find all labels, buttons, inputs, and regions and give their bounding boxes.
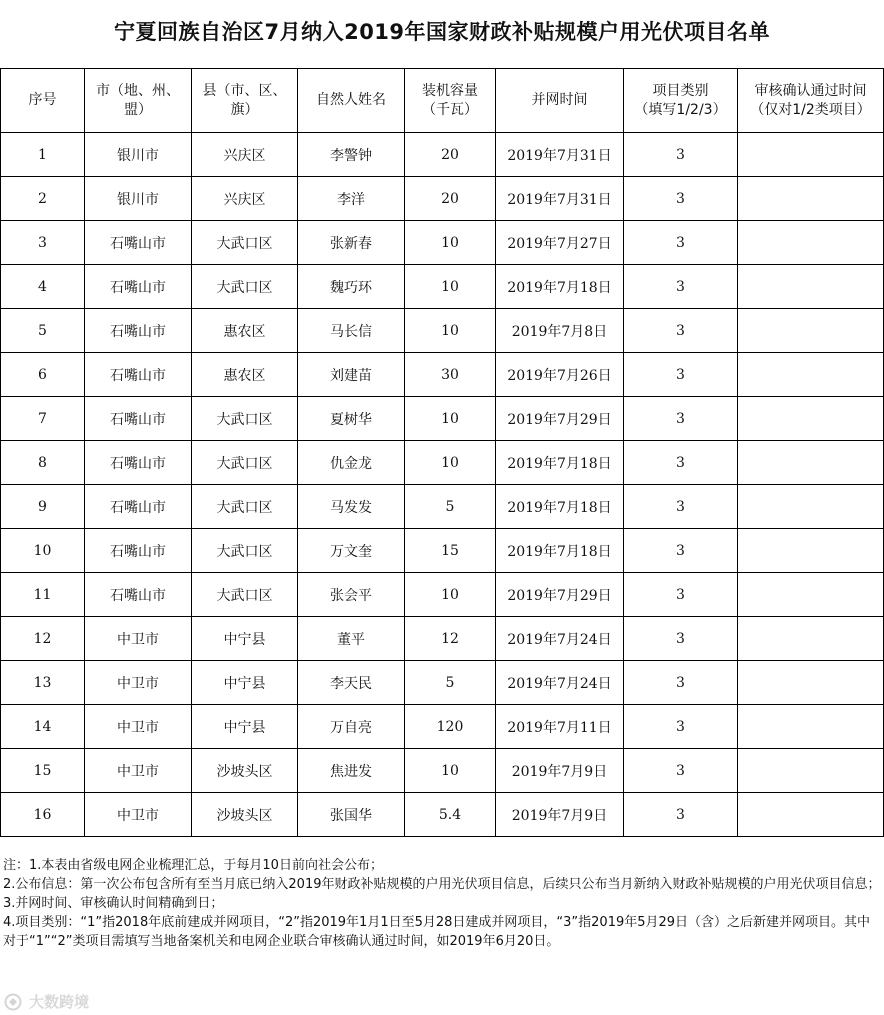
cell-grid-date: 2019年7月26日 (496, 353, 624, 397)
header-text: 序号 (28, 92, 57, 108)
header-text: 自然人姓名 (316, 92, 386, 108)
cell-city: 银川市 (85, 133, 192, 177)
cell-no: 11 (1, 573, 85, 617)
cell-county: 沙坡头区 (192, 793, 298, 837)
cell-review-date (738, 133, 884, 177)
table-body (1, 133, 884, 837)
cell-category: 3 (624, 397, 738, 441)
header-text: 装机容量 (422, 82, 478, 99)
watermark-text: 大数跨境 (29, 993, 90, 1011)
cell-grid-date: 2019年7月18日 (496, 265, 624, 309)
cell-no: 13 (1, 661, 85, 705)
table-row (1, 397, 884, 441)
cell-county: 大武口区 (192, 397, 298, 441)
cell-grid-date: 2019年7月29日 (496, 397, 624, 441)
cell-no: 15 (1, 749, 85, 793)
cell-grid-date: 2019年7月18日 (496, 529, 624, 573)
note-4: 4.项目类别：“1”指2018年底前建成并网项目，“2”指2019年1月1日至5月28日建成并网项目，“3”指2019年5月29日（含）之后新建并网项目。其中对于“1”“2”类项目需填写当地备案机关和电网企业联合审核确认通过时间，如2019年6月20日。 (3, 915, 871, 949)
cell-person-name: 张国华 (298, 793, 405, 837)
cell-person-name: 张新春 (298, 221, 405, 265)
cell-no: 10 (1, 529, 85, 573)
cell-person-name: 马发发 (298, 485, 405, 529)
cell-review-date (738, 573, 884, 617)
header-county (192, 69, 298, 133)
header-name (298, 69, 405, 133)
cell-category: 3 (624, 133, 738, 177)
cell-county: 中宁县 (192, 705, 298, 749)
header-category (624, 69, 738, 133)
cell-review-date (738, 705, 884, 749)
cell-review-date (738, 397, 884, 441)
cell-city: 中卫市 (85, 705, 192, 749)
header-text-line2: （仅对1/2类项目） (750, 101, 871, 118)
header-text-line2: 盟） (124, 101, 152, 118)
cell-capacity: 10 (405, 397, 496, 441)
cell-city: 石嘴山市 (85, 529, 192, 573)
cell-county: 沙坡头区 (192, 749, 298, 793)
table-row (1, 265, 884, 309)
cell-grid-date: 2019年7月18日 (496, 485, 624, 529)
note-1: 注：1.本表由省级电网企业梳理汇总，于每月10日前向社会公布； (3, 858, 383, 873)
cell-review-date (738, 485, 884, 529)
table-row (1, 221, 884, 265)
cell-capacity: 120 (405, 705, 496, 749)
cell-county: 中宁县 (192, 661, 298, 705)
cell-capacity: 10 (405, 309, 496, 353)
cell-category: 3 (624, 353, 738, 397)
header-text: 县（市、区、 (202, 82, 287, 99)
cell-grid-date: 2019年7月9日 (496, 793, 624, 837)
table-row (1, 441, 884, 485)
cell-category: 3 (624, 177, 738, 221)
cell-review-date (738, 177, 884, 221)
table-row (1, 661, 884, 705)
cell-city: 石嘴山市 (85, 441, 192, 485)
table-header-row (1, 69, 884, 133)
cell-capacity: 20 (405, 177, 496, 221)
cell-review-date (738, 793, 884, 837)
cell-no: 3 (1, 221, 85, 265)
cell-no: 2 (1, 177, 85, 221)
cell-person-name: 夏树华 (298, 397, 405, 441)
cell-review-date (738, 221, 884, 265)
cell-capacity: 15 (405, 529, 496, 573)
cell-review-date (738, 617, 884, 661)
header-city (85, 69, 192, 133)
cell-no: 9 (1, 485, 85, 529)
cell-grid-date: 2019年7月8日 (496, 309, 624, 353)
header-text-line2: （填写1/2/3） (634, 101, 727, 118)
header-text: 项目类别 (652, 82, 709, 99)
cell-capacity: 10 (405, 265, 496, 309)
cell-city: 石嘴山市 (85, 485, 192, 529)
table-row (1, 793, 884, 837)
watermark (4, 991, 89, 1012)
cell-review-date (738, 265, 884, 309)
cell-category: 3 (624, 793, 738, 837)
cell-category: 3 (624, 221, 738, 265)
cell-review-date (738, 309, 884, 353)
cell-city: 银川市 (85, 177, 192, 221)
cell-review-date (738, 441, 884, 485)
header-capacity (405, 69, 496, 133)
cell-person-name: 李警钟 (298, 133, 405, 177)
cell-grid-date: 2019年7月18日 (496, 441, 624, 485)
cell-capacity: 5 (405, 661, 496, 705)
cell-county: 大武口区 (192, 265, 298, 309)
footnotes (3, 856, 881, 951)
table-row (1, 705, 884, 749)
cell-category: 3 (624, 441, 738, 485)
cell-review-date (738, 661, 884, 705)
cell-capacity: 20 (405, 133, 496, 177)
table-row (1, 133, 884, 177)
cell-county: 兴庆区 (192, 177, 298, 221)
cell-grid-date: 2019年7月9日 (496, 749, 624, 793)
cell-no: 12 (1, 617, 85, 661)
cell-review-date (738, 353, 884, 397)
cell-city: 中卫市 (85, 749, 192, 793)
cell-category: 3 (624, 749, 738, 793)
cell-person-name: 焦进发 (298, 749, 405, 793)
cell-person-name: 刘建苗 (298, 353, 405, 397)
cell-category: 3 (624, 617, 738, 661)
header-text: 市（地、州、 (96, 82, 180, 99)
header-text: 审核确认通过时间 (754, 82, 867, 99)
table-row (1, 309, 884, 353)
cell-grid-date: 2019年7月27日 (496, 221, 624, 265)
cell-category: 3 (624, 265, 738, 309)
project-list-table (0, 68, 884, 837)
cell-county: 大武口区 (192, 441, 298, 485)
table-row (1, 485, 884, 529)
cell-person-name: 马长信 (298, 309, 405, 353)
cell-grid-date: 2019年7月31日 (496, 133, 624, 177)
cell-capacity: 30 (405, 353, 496, 397)
cell-county: 兴庆区 (192, 133, 298, 177)
header-text-line2: 旗） (230, 101, 259, 118)
cell-city: 中卫市 (85, 617, 192, 661)
cell-no: 4 (1, 265, 85, 309)
cell-person-name: 董平 (298, 617, 405, 661)
cell-no: 1 (1, 133, 85, 177)
table-row (1, 529, 884, 573)
cell-capacity: 10 (405, 441, 496, 485)
cell-category: 3 (624, 485, 738, 529)
cell-capacity: 10 (405, 221, 496, 265)
cell-city: 石嘴山市 (85, 309, 192, 353)
cell-capacity: 12 (405, 617, 496, 661)
cell-county: 大武口区 (192, 221, 298, 265)
header-review (738, 69, 884, 133)
cell-county: 大武口区 (192, 529, 298, 573)
cell-city: 中卫市 (85, 793, 192, 837)
cell-grid-date: 2019年7月24日 (496, 661, 624, 705)
cell-county: 中宁县 (192, 617, 298, 661)
cell-person-name: 万自亮 (298, 705, 405, 749)
cell-county: 大武口区 (192, 485, 298, 529)
cell-category: 3 (624, 705, 738, 749)
cell-no: 7 (1, 397, 85, 441)
header-text-line2: （千瓦） (422, 101, 478, 118)
cell-county: 大武口区 (192, 573, 298, 617)
cell-person-name: 李洋 (298, 177, 405, 221)
cell-category: 3 (624, 309, 738, 353)
cell-person-name: 张会平 (298, 573, 405, 617)
cell-category: 3 (624, 529, 738, 573)
cell-category: 3 (624, 661, 738, 705)
table-row (1, 353, 884, 397)
cell-no: 5 (1, 309, 85, 353)
watermark-logo-icon (4, 993, 24, 1011)
cell-person-name: 仇金龙 (298, 441, 405, 485)
cell-grid-date: 2019年7月31日 (496, 177, 624, 221)
cell-city: 石嘴山市 (85, 573, 192, 617)
cell-city: 石嘴山市 (85, 221, 192, 265)
header-text: 并网时间 (531, 92, 588, 108)
cell-county: 惠农区 (192, 353, 298, 397)
table-row (1, 617, 884, 661)
cell-no: 6 (1, 353, 85, 397)
cell-no: 16 (1, 793, 85, 837)
cell-city: 石嘴山市 (85, 265, 192, 309)
note-3: 3.并网时间、审核确认时间精确到日； (3, 896, 224, 911)
cell-city: 石嘴山市 (85, 397, 192, 441)
cell-no: 8 (1, 441, 85, 485)
table-row (1, 573, 884, 617)
cell-person-name: 魏巧环 (298, 265, 405, 309)
table-row (1, 177, 884, 221)
cell-review-date (738, 749, 884, 793)
cell-grid-date: 2019年7月29日 (496, 573, 624, 617)
cell-review-date (738, 529, 884, 573)
cell-grid-date: 2019年7月24日 (496, 617, 624, 661)
cell-no: 14 (1, 705, 85, 749)
cell-capacity: 5 (405, 485, 496, 529)
cell-city: 石嘴山市 (85, 353, 192, 397)
cell-person-name: 万文奎 (298, 529, 405, 573)
cell-capacity: 5.4 (405, 793, 496, 837)
cell-capacity: 10 (405, 749, 496, 793)
cell-city: 中卫市 (85, 661, 192, 705)
cell-category: 3 (624, 573, 738, 617)
header-date (496, 69, 624, 133)
cell-person-name: 李天民 (298, 661, 405, 705)
cell-grid-date: 2019年7月11日 (496, 705, 624, 749)
document-title: 宁夏回族自治区7月纳入2019年国家财政补贴规模户用光伏项目名单 (113, 20, 771, 44)
cell-capacity: 10 (405, 573, 496, 617)
note-2: 2.公布信息：第一次公布包含所有至当月底已纳入2019年财政补贴规模的户用光伏项目信息，后续只公布当月新纳入财政补贴规模的户用光伏项目信息； (3, 877, 881, 892)
table-row (1, 749, 884, 793)
header-no (1, 69, 85, 133)
cell-county: 惠农区 (192, 309, 298, 353)
